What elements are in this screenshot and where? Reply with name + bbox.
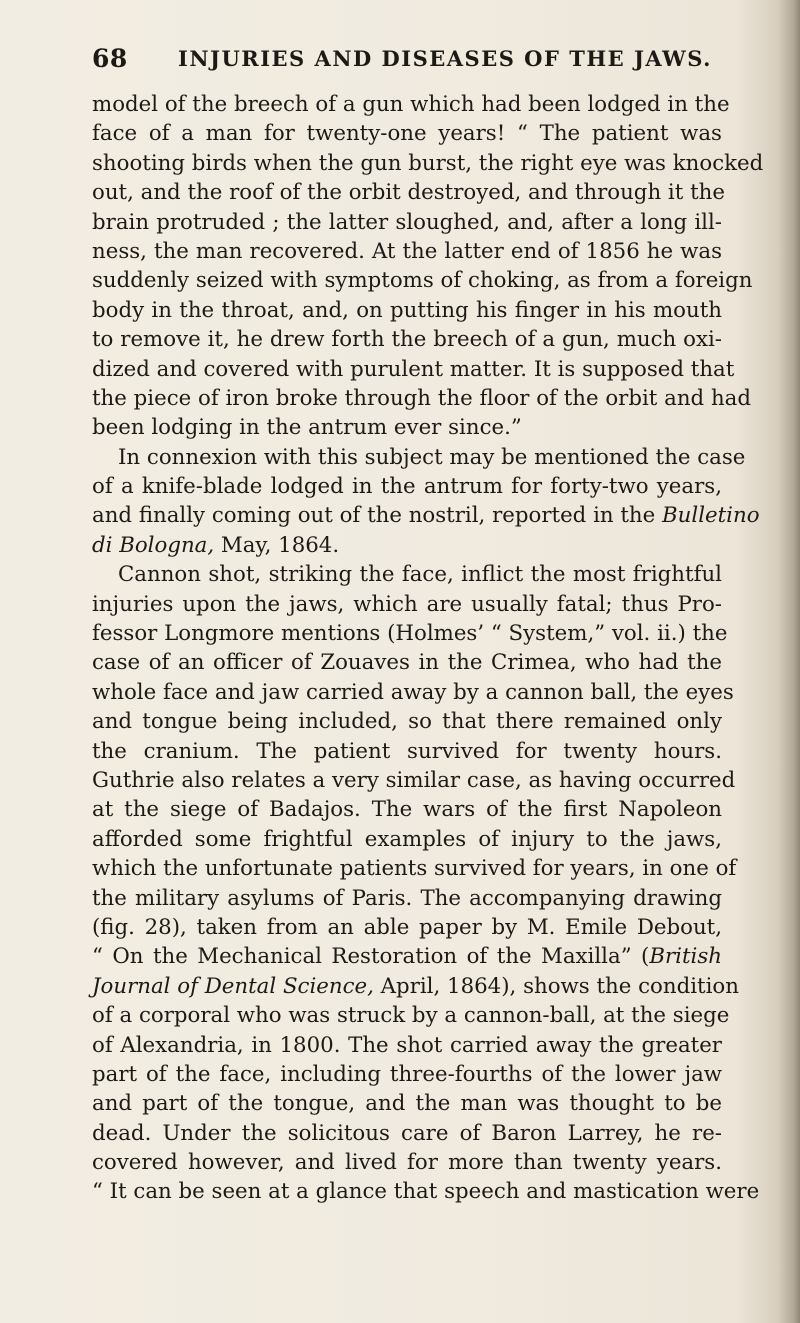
body-text [92, 90, 764, 1207]
line-text: case of an officer of Zouaves in the Crimea, who had the [92, 650, 722, 676]
line-text: model of the breech of a gun which had been lodged in the [92, 92, 730, 117]
text-line [92, 913, 722, 942]
line-text: shooting birds when the gun burst, the right eye was knocked [92, 150, 764, 176]
text-line [92, 854, 737, 883]
text-line [92, 795, 722, 824]
line-text: ness, the man recovered. At the latter end of 1856 he was [92, 238, 722, 264]
text-line [92, 1060, 722, 1089]
text-line [92, 384, 751, 413]
text-line [92, 90, 730, 119]
line-text: the piece of iron broke through the floor of the orbit and had [92, 385, 751, 411]
line-text: Cannon shot, striking the face, inflict the most frightful [118, 562, 722, 588]
text-line [92, 619, 728, 648]
line-text: the cranium. The patient survived for twenty hours. [92, 738, 722, 764]
line-text: which the unfortunate patients survived for years, in one of [92, 856, 737, 882]
text-line [92, 1001, 730, 1030]
text-line [92, 472, 722, 501]
line-text: whole face and jaw carried away by a cannon ball, the eyes [92, 679, 734, 705]
italic-title: Journal of Dental Science, [92, 973, 374, 999]
line-text: and finally coming out of the nostril, reported in the [92, 503, 663, 529]
line-text: In connexion with this subject may be mentioned the case [118, 444, 746, 470]
text-line [92, 707, 722, 736]
text-line [92, 531, 722, 560]
text-line [92, 119, 722, 148]
text-line [92, 443, 746, 472]
text-line [92, 972, 739, 1001]
text-line [92, 1119, 722, 1148]
line-text: dead. Under the solicitous care of Baron Larrey, he re- [92, 1120, 722, 1146]
line-text: of a knife-blade lodged in the antrum for forty-two years, [92, 474, 722, 500]
text-line [92, 208, 722, 237]
line-text: fessor Longmore mentions (Holmes’ “ System,” vol. ii.) the [92, 621, 728, 647]
text-line [92, 237, 722, 266]
line-text: “ On the Mechanical Restoration of the Maxilla” ( [92, 944, 650, 970]
line-text-after: May, 1864. [214, 532, 340, 558]
line-text: to remove it, he drew forth the breech of a gun, much oxi- [92, 327, 722, 353]
line-text: and tongue being included, so that there remained only [92, 709, 722, 735]
line-text: and part of the tongue, and the man was thought to be [92, 1091, 722, 1117]
text-line [92, 737, 722, 766]
running-head: INJURIES AND DISEASES OF THE JAWS. [178, 46, 712, 71]
text-line [92, 560, 722, 589]
line-text: part of the face, including three-fourths of the lower jaw [92, 1061, 722, 1087]
line-text: dized and covered with purulent matter. It is supposed that [92, 356, 735, 382]
line-text-after: April, 1864), shows the condition [373, 973, 739, 999]
text-line [92, 884, 722, 913]
italic-title: di Bologna, [92, 532, 215, 558]
line-text: body in the throat, and, on putting his finger in his mouth [92, 297, 722, 323]
line-text: out, and the roof of the orbit destroyed, and through it the [92, 180, 725, 206]
text-line [92, 296, 722, 325]
text-line [92, 1089, 722, 1118]
line-text: covered however, and lived for more than twenty years. [92, 1150, 722, 1176]
text-line [92, 325, 722, 354]
line-text: (fig. 28), taken from an able paper by M. Emile Debout, [92, 914, 722, 940]
line-text: “ It can be seen at a glance that speech and mastication were [92, 1179, 760, 1205]
text-line [92, 678, 734, 707]
text-line [92, 413, 722, 442]
text-line [92, 825, 722, 854]
text-line [92, 266, 753, 295]
line-text: Guthrie also relates a very similar case, as having occurred [92, 767, 736, 793]
line-text: at the siege of Badajos. The wars of the first Napoleon [92, 797, 722, 823]
italic-title: British [649, 944, 722, 970]
text-line [92, 766, 736, 795]
text-line [92, 501, 760, 530]
line-text: the military asylums of Paris. The accompanying drawing [92, 885, 722, 911]
text-line [92, 1031, 722, 1060]
text-line [92, 178, 725, 207]
line-text: suddenly seized with symptoms of choking, as from a foreign [92, 268, 753, 294]
text-line [92, 1177, 760, 1206]
italic-title: Bulletino [662, 503, 760, 529]
text-line [92, 1148, 722, 1177]
text-line [92, 355, 735, 384]
line-text: afforded some frightful examples of injury to the jaws, [92, 826, 722, 852]
text-line [92, 648, 722, 677]
page-edge-shadow [778, 0, 800, 1323]
text-line [92, 149, 764, 178]
line-text: of Alexandria, in 1800. The shot carried away the greater [92, 1032, 722, 1058]
line-text: been lodging in the antrum ever since.” [92, 415, 522, 441]
text-line [92, 590, 722, 619]
line-text: face of a man for twenty-one years! “ The patient was [92, 121, 722, 147]
page-number: 68 [92, 44, 128, 73]
page-header [92, 44, 732, 84]
line-text: brain protruded ; the latter sloughed, and, after a long ill- [92, 209, 722, 235]
text-line [92, 942, 722, 971]
line-text: injuries upon the jaws, which are usually fatal; thus Pro- [92, 591, 722, 617]
line-text: of a corporal who was struck by a cannon-ball, at the siege [92, 1003, 730, 1029]
